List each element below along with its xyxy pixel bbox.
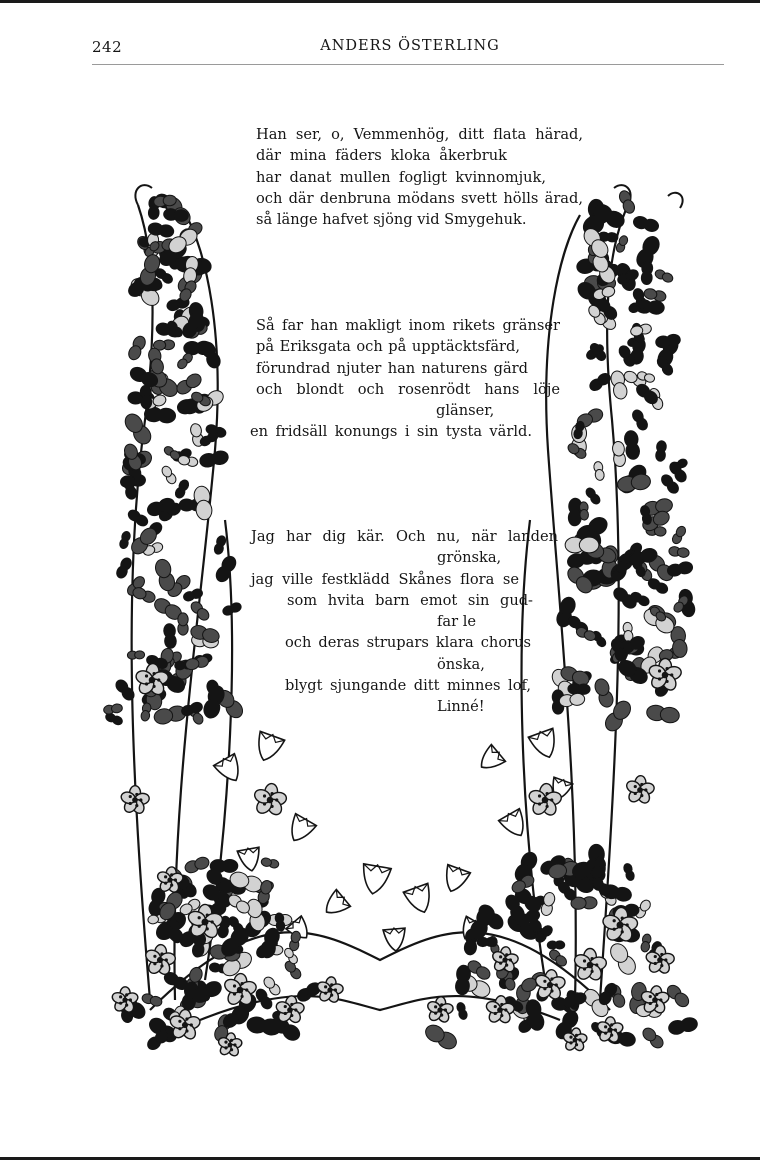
flower-dot xyxy=(284,1012,287,1015)
leaf-cluster xyxy=(226,892,252,915)
flower-center xyxy=(287,1007,293,1013)
poem-line: och blondt och rosenrödt hans löje xyxy=(256,380,560,398)
flower-dot xyxy=(658,677,661,680)
leaf-cluster xyxy=(668,546,689,558)
stanza-2 xyxy=(250,315,560,443)
leaf-cluster xyxy=(163,623,177,649)
flower-center xyxy=(637,787,643,793)
running-title: ANDERS ÖSTERLING xyxy=(320,38,500,54)
flower-dot xyxy=(500,1014,503,1017)
flower-dot xyxy=(610,1023,613,1026)
flower xyxy=(645,946,675,976)
flower-dot xyxy=(649,995,652,998)
leaf-cluster xyxy=(593,677,615,709)
leaf-cluster xyxy=(581,225,611,260)
flower xyxy=(252,783,287,817)
leaf-cluster xyxy=(176,351,195,370)
flower-dot xyxy=(198,925,201,928)
flower-center xyxy=(182,1022,188,1028)
flower-dot xyxy=(613,928,616,931)
flower-dot xyxy=(270,792,273,795)
flower-center xyxy=(657,957,663,963)
leaf-cluster xyxy=(126,508,149,528)
flower-dot xyxy=(505,953,508,956)
flower-dot xyxy=(185,1029,188,1032)
leaf-cluster xyxy=(289,930,302,951)
leaf-cluster xyxy=(624,430,641,460)
flower-dot xyxy=(160,952,163,955)
flower-dot xyxy=(494,1012,497,1015)
flower-dot xyxy=(569,1041,572,1044)
flower-dot xyxy=(604,1032,607,1035)
leaf-cluster xyxy=(214,554,239,584)
flower-dot xyxy=(152,672,155,675)
flower-dot xyxy=(621,930,624,933)
flower-dot xyxy=(135,804,138,807)
poem-line: Han ser, o, Vemmenhög, ditt flata härad, xyxy=(256,126,583,143)
leaf-cluster xyxy=(579,502,588,521)
leaf-cluster xyxy=(646,704,681,724)
leaf-cluster xyxy=(568,683,591,694)
leaf xyxy=(209,962,221,972)
flower-dot xyxy=(434,1012,437,1015)
flower-center xyxy=(132,797,138,803)
flower-dot xyxy=(263,802,266,805)
leaf xyxy=(178,613,188,626)
flower-dot xyxy=(206,914,209,917)
flower-dot xyxy=(153,962,156,965)
flower-center xyxy=(237,987,244,994)
flower-dot xyxy=(505,964,508,967)
flower-dot xyxy=(660,964,663,967)
flower-dot xyxy=(634,785,637,788)
bell-petal xyxy=(237,847,262,872)
bellflower xyxy=(251,730,285,765)
flower-dot xyxy=(224,1040,227,1043)
poem-line: så länge hafvet sjöng vid Smygehuk. xyxy=(256,211,527,229)
flower-dot xyxy=(263,794,266,797)
flower-center xyxy=(157,957,163,963)
leaf xyxy=(147,915,159,925)
bellflower xyxy=(475,744,507,776)
leaf xyxy=(210,860,226,873)
flower-dot xyxy=(230,1039,233,1042)
flower-dot xyxy=(434,1005,437,1008)
flower-dot xyxy=(613,919,616,922)
flower-dot xyxy=(145,674,148,677)
flower-dot xyxy=(290,1003,293,1006)
poem-line-continuation: grönska, xyxy=(437,549,502,567)
bellflower xyxy=(528,727,562,762)
leaf-cluster xyxy=(183,855,210,874)
flower-dot xyxy=(500,1003,503,1006)
poem-line: där mina fäders kloka åkerbruk xyxy=(256,147,507,165)
leaf-cluster xyxy=(120,474,146,489)
poem-line: en fridsäll konungs i sin tysta värld. xyxy=(250,423,532,441)
flower-dot xyxy=(626,923,629,926)
flower-center xyxy=(497,1007,503,1013)
stanza-3 xyxy=(251,526,558,718)
bellflower xyxy=(237,846,263,873)
bell-petal xyxy=(440,865,471,896)
flower-dot xyxy=(165,958,168,961)
bellflower xyxy=(320,889,352,921)
leaf xyxy=(606,232,618,242)
flower-dot xyxy=(290,1014,293,1017)
bell-petal xyxy=(528,728,561,761)
flower-dot xyxy=(153,955,156,958)
flower-dot xyxy=(119,995,122,998)
poem-line: som hvita barn emot sin gud- xyxy=(287,591,533,609)
leaf-cluster xyxy=(568,498,582,526)
leaf xyxy=(641,271,652,285)
leaf-cluster xyxy=(634,382,660,407)
flower-dot xyxy=(569,1035,572,1038)
flower-dot xyxy=(555,983,558,986)
flower-dot xyxy=(494,1005,497,1008)
flower-dot xyxy=(583,959,586,962)
leaf-cluster xyxy=(140,385,152,409)
poem-line: och där denbruna mödans svett hölls ärad, xyxy=(256,189,583,207)
flower-dot xyxy=(640,783,643,786)
poem-line-continuation: far le xyxy=(437,613,477,631)
flower-dot xyxy=(139,798,142,801)
flower-dot xyxy=(440,1014,443,1017)
flower-dot xyxy=(538,802,541,805)
flower-dot xyxy=(240,982,243,985)
flower-center xyxy=(201,918,208,925)
leaf-cluster xyxy=(210,859,238,872)
tendril xyxy=(668,193,683,208)
leaf-cluster xyxy=(119,530,132,549)
leaf xyxy=(164,634,177,649)
leaf-cluster xyxy=(655,440,667,461)
flower-dot xyxy=(129,998,132,1001)
flower-dot xyxy=(644,788,647,791)
flower-dot xyxy=(590,970,593,973)
flower-center xyxy=(327,987,332,992)
flower-dot xyxy=(240,995,243,998)
flower-dot xyxy=(125,993,128,996)
bellflower xyxy=(440,863,471,895)
leaf-cluster xyxy=(640,1026,665,1051)
leaf-cluster xyxy=(612,441,626,467)
flower-dot xyxy=(655,1004,658,1007)
poem-line: Så far han makligt inom rikets gränser xyxy=(256,317,560,334)
flower-dot xyxy=(660,953,663,956)
flower-dot xyxy=(198,916,201,919)
flower-dot xyxy=(174,878,177,881)
flower-center xyxy=(437,1007,442,1012)
flower-dot xyxy=(233,984,236,987)
flower-dot xyxy=(170,884,173,887)
flower-dot xyxy=(275,798,278,801)
flower-dot xyxy=(654,962,657,965)
flower-dot xyxy=(590,957,593,960)
flower-dot xyxy=(621,917,624,920)
flower-dot xyxy=(659,998,662,1001)
flower-dot xyxy=(578,1038,581,1041)
flower-dot xyxy=(665,667,668,670)
poem-line-continuation: önska, xyxy=(437,655,485,673)
bell-petal xyxy=(359,864,391,896)
flower-dot xyxy=(129,795,132,798)
leaf-cluster xyxy=(199,340,222,370)
bell-petal xyxy=(284,814,317,847)
page-number: 242 xyxy=(92,38,123,56)
flower-center xyxy=(228,1043,233,1048)
flower-dot xyxy=(538,794,541,797)
leaf-cluster xyxy=(667,1016,698,1036)
flower-dot xyxy=(270,805,273,808)
poem-line: och deras strupars klara chorus xyxy=(285,634,531,652)
leaf-cluster xyxy=(640,933,652,952)
leaf-cluster xyxy=(189,600,211,623)
leaf xyxy=(140,395,152,409)
bell-petal xyxy=(251,731,284,764)
flower-dot xyxy=(654,955,657,958)
flower-dot xyxy=(152,685,155,688)
poem-line: Jag har dig kär. Och nu, när landen xyxy=(251,528,558,545)
leaf xyxy=(577,684,590,695)
poem-line: på Eriksgata och på upptäcktsfärd, xyxy=(256,338,520,356)
leaf-cluster xyxy=(153,558,176,593)
flower-center xyxy=(662,672,669,679)
flower-center xyxy=(616,921,623,928)
leaf-cluster xyxy=(115,556,134,580)
leaf-cluster xyxy=(126,334,147,361)
flower-dot xyxy=(649,1002,652,1005)
flower-dot xyxy=(190,1023,193,1026)
leaf-cluster xyxy=(213,535,227,556)
flower-center xyxy=(573,1038,578,1043)
flower-center xyxy=(267,797,274,804)
leaf xyxy=(455,977,470,995)
leaf-cluster xyxy=(423,1022,460,1052)
flower-dot xyxy=(664,958,667,961)
flower-dot xyxy=(233,1043,236,1046)
flower-dot xyxy=(334,988,337,991)
flower xyxy=(625,775,655,805)
leaf-cluster xyxy=(160,464,178,485)
flower-dot xyxy=(178,1027,181,1030)
leaf xyxy=(111,703,123,713)
flower-dot xyxy=(330,983,333,986)
poem-line-continuation: glänser, xyxy=(436,402,495,420)
flower xyxy=(120,786,150,816)
leaf-cluster xyxy=(671,525,688,546)
leaf-cluster xyxy=(178,613,188,635)
leaf xyxy=(568,510,581,526)
poem-line: har danat mullen fogligt kvinnomjuk, xyxy=(256,168,546,186)
flower-dot xyxy=(658,669,661,672)
leaf-cluster xyxy=(618,189,637,215)
flower-dot xyxy=(575,1043,578,1046)
leaf xyxy=(134,651,144,659)
flower-dot xyxy=(284,1005,287,1008)
leaf xyxy=(656,440,667,453)
flower-dot xyxy=(129,802,132,805)
flower-center xyxy=(122,997,127,1002)
flower-dot xyxy=(119,1002,122,1005)
flower-dot xyxy=(230,1048,233,1051)
flower-dot xyxy=(444,1008,447,1011)
leaf-cluster xyxy=(607,941,639,978)
poem-line: jag ville festklädd Skånes flora se xyxy=(251,570,519,588)
leaf-cluster xyxy=(103,703,123,715)
flower-dot xyxy=(575,1034,578,1037)
flower-dot xyxy=(164,882,167,885)
flower-dot xyxy=(145,682,148,685)
leaf-cluster xyxy=(565,537,599,553)
leaf xyxy=(677,547,690,558)
leaf-cluster xyxy=(631,408,650,432)
flower-dot xyxy=(634,792,637,795)
leaf-cluster xyxy=(261,857,280,869)
flower-dot xyxy=(245,988,248,991)
flower-dot xyxy=(170,873,173,876)
leaf-cluster xyxy=(140,702,151,721)
flower-dot xyxy=(614,1028,617,1031)
leaf xyxy=(184,341,201,355)
bellflower xyxy=(359,862,392,896)
leaf-cluster xyxy=(131,586,156,604)
flower-dot xyxy=(157,678,160,681)
leaf-cluster xyxy=(641,261,653,285)
flower-dot xyxy=(233,992,236,995)
flower xyxy=(426,996,454,1024)
flower-center xyxy=(607,1027,612,1032)
flower-center xyxy=(587,962,594,969)
flower-dot xyxy=(440,1003,443,1006)
leaf-cluster xyxy=(127,651,144,660)
flower-dot xyxy=(504,1008,507,1011)
flower-dot xyxy=(604,1025,607,1028)
flower-dot xyxy=(595,963,598,966)
flower-center xyxy=(547,982,553,988)
leaf-cluster xyxy=(632,215,660,233)
flower-dot xyxy=(206,927,209,930)
flower-dot xyxy=(583,967,586,970)
leaf-cluster xyxy=(666,561,693,578)
flower-center xyxy=(652,997,658,1003)
flower-dot xyxy=(224,1046,227,1049)
flower-dot xyxy=(499,955,502,958)
stanza-1 xyxy=(256,124,583,230)
flower-dot xyxy=(543,987,546,990)
flower-dot xyxy=(135,793,138,796)
flower-dot xyxy=(185,1017,188,1020)
flower-dot xyxy=(610,1034,613,1037)
flower-dot xyxy=(509,958,512,961)
flower-dot xyxy=(324,985,327,988)
leaf xyxy=(580,509,589,520)
flower-dot xyxy=(330,994,333,997)
flower-dot xyxy=(164,875,167,878)
flower-dot xyxy=(550,798,553,801)
poem-line: blygt sjungande ditt minnes lof, xyxy=(285,677,531,695)
flower-center xyxy=(167,877,172,882)
bellflower xyxy=(403,882,437,917)
bellflower xyxy=(284,813,317,847)
leaf-cluster xyxy=(623,863,636,882)
flower-dot xyxy=(125,1004,128,1007)
leaf-cluster xyxy=(141,993,163,1008)
poem-line: förundrad njuter han naturens gärd xyxy=(256,359,528,377)
leaf-cluster xyxy=(456,1002,468,1021)
leaf-cluster xyxy=(174,478,191,499)
leaf xyxy=(547,941,557,949)
poem-line-continuation: Linné! xyxy=(437,698,485,716)
flower-dot xyxy=(545,805,548,808)
flower-dot xyxy=(550,977,553,980)
flower-dot xyxy=(178,1020,181,1023)
bell-petal xyxy=(403,883,436,916)
flower-dot xyxy=(324,992,327,995)
leaf-cluster xyxy=(654,268,674,283)
bellflower xyxy=(213,753,246,787)
leaf-cluster xyxy=(547,941,565,949)
bell-petal xyxy=(214,754,247,787)
flower-center xyxy=(542,797,549,804)
flower-dot xyxy=(665,680,668,683)
flower-dot xyxy=(670,673,673,676)
flower-dot xyxy=(294,1008,297,1011)
flower-dot xyxy=(550,989,553,992)
leaf xyxy=(579,537,599,553)
flower-dot xyxy=(211,920,214,923)
flower-dot xyxy=(499,962,502,965)
leaf-cluster xyxy=(593,461,605,481)
flower-center xyxy=(502,957,507,962)
flower-dot xyxy=(640,794,643,797)
flower-dot xyxy=(545,792,548,795)
flower-dot xyxy=(655,993,658,996)
flower-center xyxy=(149,677,156,684)
flower-dot xyxy=(160,964,163,967)
flower-dot xyxy=(543,980,546,983)
leaf xyxy=(464,939,478,955)
